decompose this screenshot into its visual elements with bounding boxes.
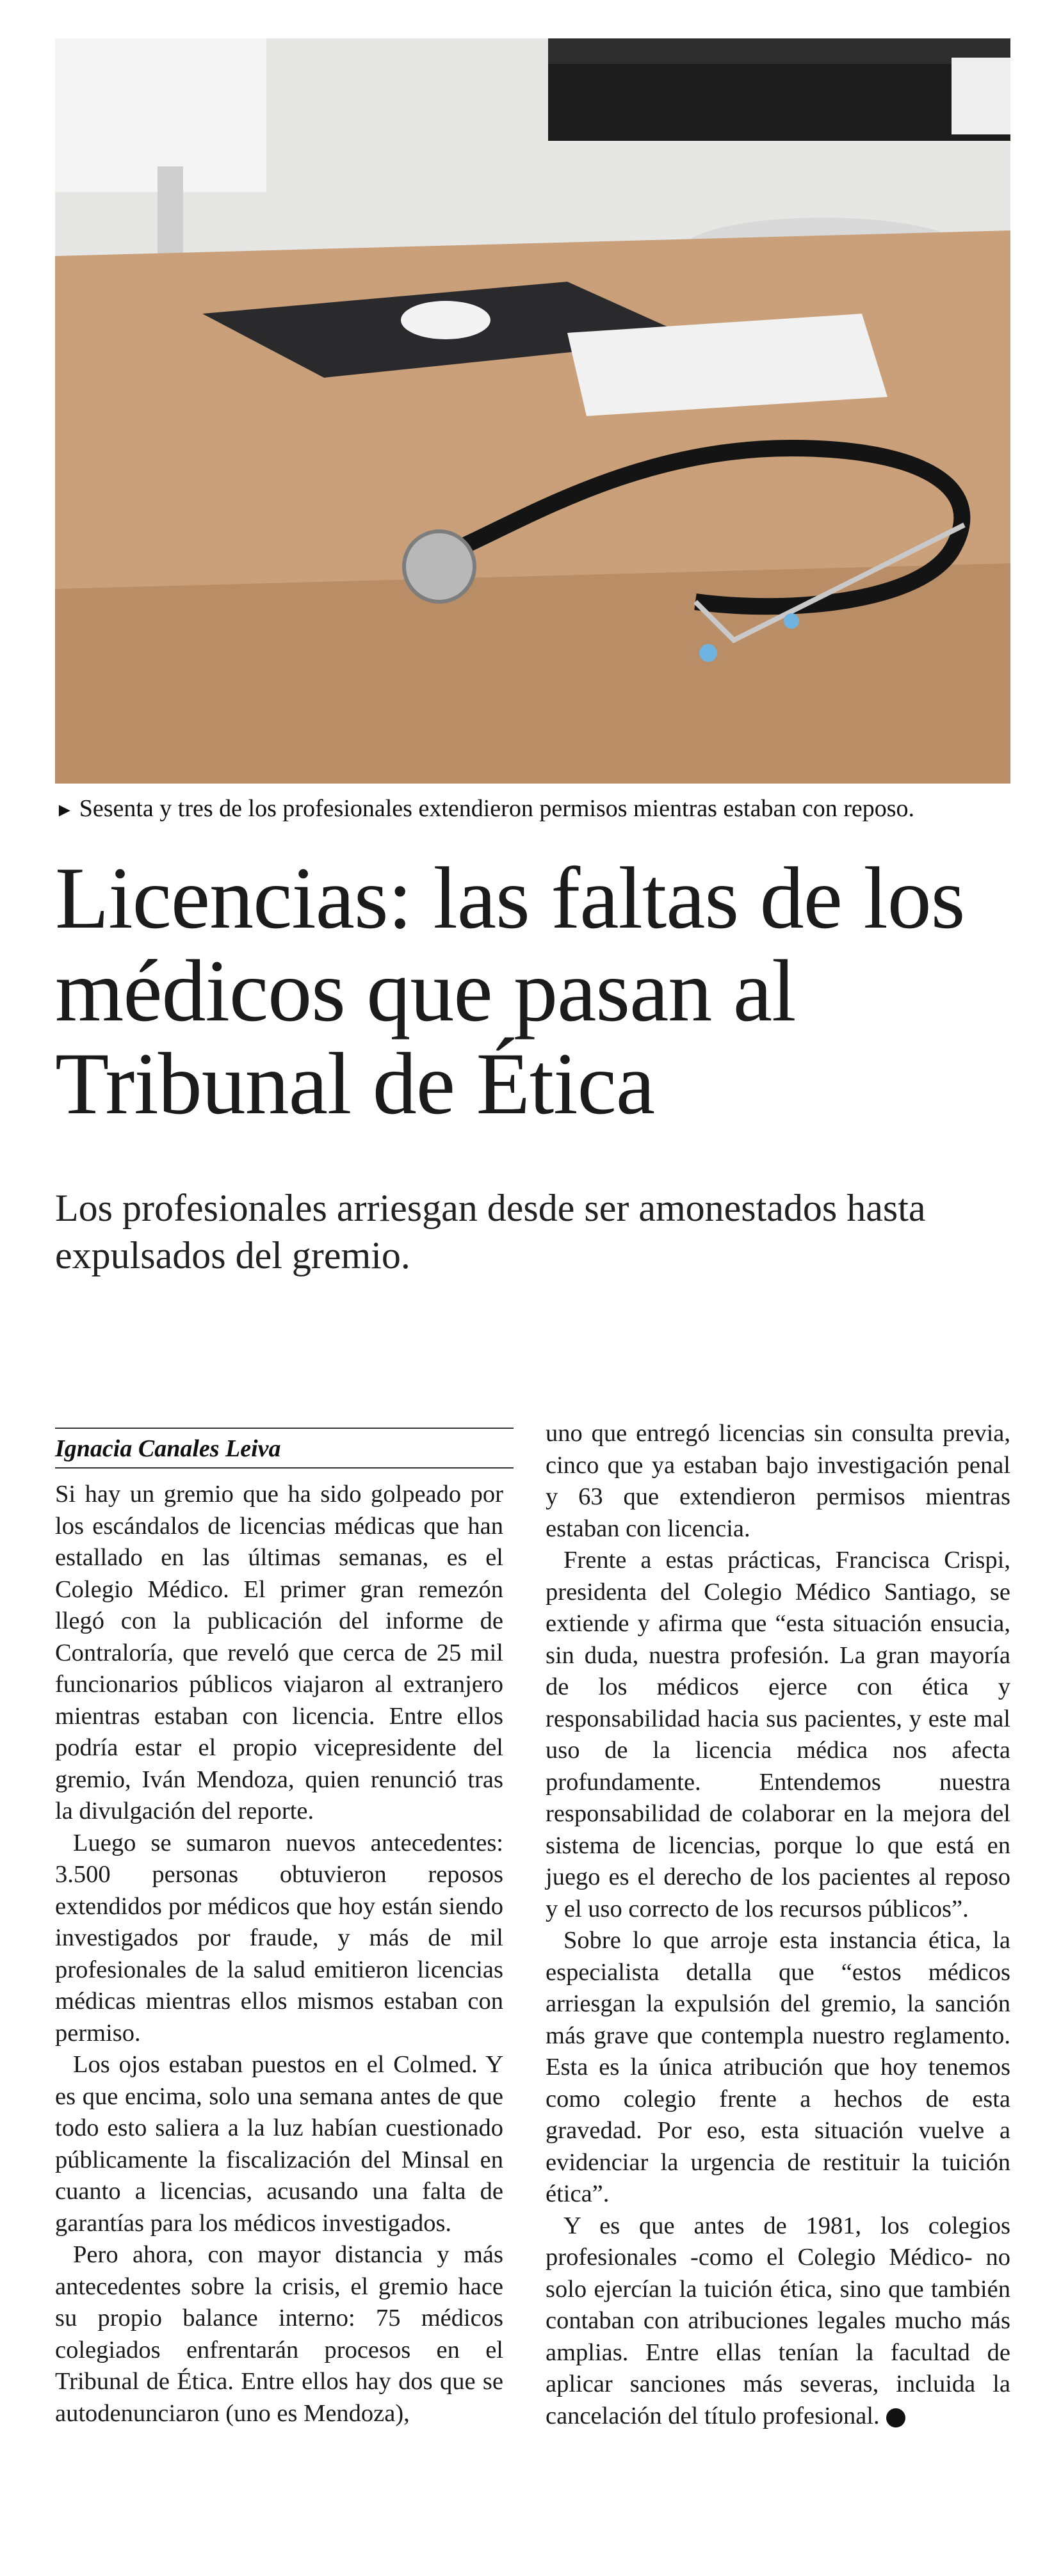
body-paragraph: Sobre lo que arroje esta instancia ética, la especialista detalla que “estos médicos arriesgan la expulsión del gremio, la sanción más grave que contempla nuestro reglamento. Esta es la única atribución que hoy tenemos como colegio frente a hechos de esta gravedad. Por eso, esta situación vuelve a evidenciar la urgencia de restituir la tuición ética”.: [546, 1927, 1010, 2207]
body-paragraph: Luego se sumaron nuevos antecedentes: 3.500 personas obtuvieron reposos extendidos por médicos que hoy están siendo investigados por fraude, y más de mil profesionales de la salud emitieron licencias médicas mientras ellos mismos estaban con permiso.: [55, 1829, 503, 2047]
body-paragraph: Los ojos estaban puestos en el Colmed. Y es que encima, solo una semana antes de que todo esto saliera a la luz habían cuestionado públicamente la fiscalización del Minsal en cuanto a licencias, acusando una falta de garantías para los médicos investigados.: [55, 2051, 503, 2237]
body-paragraph: Frente a estas prácticas, Francisca Crispi, presidenta del Colegio Médico Santiago, se extiende y afirma que “esta situación ensucia, sin duda, nuestra profesión. La gran mayoría de los médicos ejerce con ética y responsabilidad hacia sus pacientes, y este mal uso de la licencia médica nos afecta profundamente. Entendemos nuestra responsabilidad de colaborar en la mejora del sistema de licencias, porque lo que está en juego es el derecho de los pacientes al reposo y el uso correcto de los recursos públicos”.: [546, 1547, 1010, 1922]
body-paragraph: Pero ahora, con mayor distancia y más antecedentes sobre la crisis, el gremio hace su propio balance interno: 75 médicos colegiados enfrentarán procesos en el Tribunal de Ética. Entre ellos hay dos que se autodenunciaron (uno es Mendoza),: [55, 2241, 503, 2427]
body-column-right: [546, 1418, 1010, 2432]
stethoscope-on-desk-image: [55, 38, 1010, 784]
body-paragraph-last: [546, 2210, 1010, 2433]
caption-marker-icon: ►: [55, 800, 74, 821]
caption-text: Sesenta y tres de los profesionales extendieron permisos mientras estaban con reposo.: [79, 795, 915, 822]
article-photo: [55, 38, 1010, 784]
body-column-left: [55, 1479, 503, 2429]
end-mark-icon: [886, 2408, 905, 2427]
body-paragraph: uno que entregó licencias sin consulta previa, cinco que ya estaban bajo investigación penal y 63 que extendieron permisos mientras estaban con licencia.: [546, 1420, 1010, 1542]
body-paragraph: Si hay un gremio que ha sido golpeado por los escándalos de licencias médicas que han estallado en las últimas semanas, es el Colegio Médico. El primer gran remezón llegó con la publicación del informe de Contraloría, que reveló que cerca de 25 mil funcionarios públicos viajaron al extranjero mientras estaban con licencia. Entre ellos podría estar el propio vicepresidente del gremio, Iván Mendoza, quien renunció tras la divulgación del reporte.: [55, 1481, 503, 1824]
photo-caption: [55, 793, 1010, 826]
body-paragraph-text: Y es que antes de 1981, los colegios profesionales -como el Colegio Médico- no solo ejercían la tuición ética, sino que también contaban con atribuciones legales mucho más amplias. Entre ellas tenían la facultad de aplicar sanciones más severas, incluida la cancelación del título profesional.: [546, 2212, 1010, 2429]
byline: Ignacia Canales Leiva: [55, 1428, 514, 1469]
article-headline: Licencias: las faltas de los médicos que pasan al Tribunal de Ética: [55, 849, 965, 1132]
article-subhead: Los profesionales arriesgan desde ser amonestados hasta expulsados del gremio.: [55, 1187, 926, 1276]
